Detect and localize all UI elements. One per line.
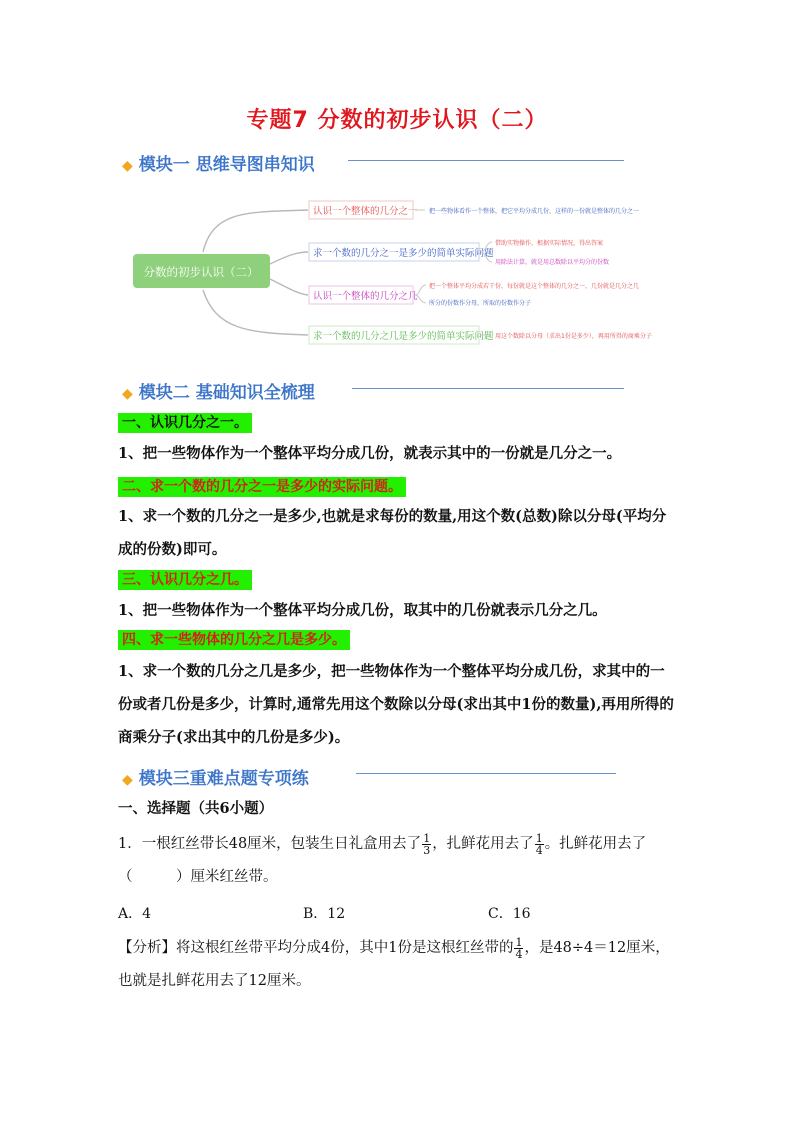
branch-2-note-1: 借助实物操作，根据实际情况，得出答案	[495, 240, 604, 247]
diamond-icon: ◆	[122, 772, 133, 788]
section-3-text: 1、把一些物体作为一个整体平均分成几份，取其中的几份就表示几分之几。	[118, 602, 607, 619]
question-1-text-a: 1．一根红丝带长48厘米，包装生日礼盒用去了	[118, 836, 422, 852]
section-1-text: 1、把一些物体作为一个整体平均分成几份，就表示其中的一份就是几分之一。	[118, 445, 622, 462]
module-2-title: 模块二 基础知识全梳理	[138, 383, 315, 403]
branch-3-label: 认识一个整体的几分之几	[313, 291, 418, 302]
module-1-line	[348, 160, 624, 161]
module-2-header	[122, 378, 315, 403]
question-1-text-c: 。扎鲜花用去了（ ）厘米红丝带。	[118, 836, 647, 885]
option-b[interactable]: B．12	[303, 906, 346, 922]
mind-map-connector	[268, 278, 308, 295]
option-a[interactable]: A．4	[118, 906, 152, 922]
branch-3-note-1: 把一个整体平均分成若干份，每份就是这个整体的几分之一，几份就是几分之几	[429, 283, 640, 290]
diamond-icon: ◆	[122, 386, 133, 402]
mind-map-connector	[268, 252, 308, 265]
section-2-text: 1、求一个数的几分之一是多少,也就是求每份的数量,用这个数(总数)除以分母(平均分成的份数)即可。	[118, 508, 667, 558]
mind-map-connector	[203, 290, 308, 335]
module-3-header	[122, 764, 309, 789]
mind-map-root: 分数的初步认识（二）	[143, 265, 259, 279]
mind-map-connector	[203, 210, 308, 252]
section-4-text: 1、求一个数的几分之几是多少，把一些物体作为一个整体平均分成几份，求其中的一份或者几份是多少，计算时,通常先用这个数除以分母(求出其中1份的数量),再用所得的商乘分子(求出其中的几份是多少)。	[118, 663, 674, 746]
analysis	[118, 932, 674, 998]
module-1-title: 模块一 思维导图串知识	[138, 155, 315, 175]
fraction-one-third: $\frac{1}{3}$	[423, 831, 431, 857]
analysis-text-b: ，是48÷4＝12厘米，也就是扎鲜花用去了12厘米。	[118, 940, 670, 989]
page-title: 专题7 分数的初步认识（二）	[246, 108, 548, 133]
branch-3-note-2: 所分的份数作分母，所取的份数作分子	[429, 300, 532, 307]
question-1	[118, 828, 674, 894]
branch-1-note: 把一些物体看作一个整体，把它平均分成几份，这样的一份就是整体的几分之一	[429, 208, 640, 215]
mind-map	[128, 190, 668, 355]
section-4-heading: 四、求一些物体的几分之几是多少。	[118, 630, 350, 650]
section-2-heading: 二、求一个数的几分之一是多少的实际问题。	[118, 477, 406, 497]
diamond-icon: ◆	[122, 158, 133, 174]
branch-2-note-2: 用除法计算，就是用总数除以平均分的份数	[495, 259, 610, 266]
module-1-header	[122, 150, 315, 175]
question-1-text-b: ，扎鲜花用去了	[432, 836, 534, 852]
section-3-heading: 三、认识几分之几。	[118, 570, 252, 590]
fraction-one-quarter: $\frac{1}{4}$	[535, 831, 543, 857]
branch-4-label: 求一个数的几分之几是多少的简单实际问题	[313, 331, 494, 342]
fraction-one-quarter: $\frac{1}{4}$	[515, 935, 523, 961]
module-3-line	[356, 773, 616, 774]
practice-heading: 一、选择题（共6小题）	[118, 800, 274, 817]
module-3-title: 模块三重难点题专项练	[138, 769, 309, 789]
analysis-text-a: 【分析】将这根红丝带平均分成4份，其中1份是这根红丝带的	[118, 940, 514, 956]
branch-2-label: 求一个数的几分之一是多少的简单实际问题	[313, 248, 494, 259]
option-c[interactable]: C．16	[488, 906, 531, 922]
module-2-line	[352, 388, 624, 389]
branch-4-note: 用这个数除以分母（求出1份是多少），再用所得的商乘分子	[495, 333, 652, 340]
branch-1-label: 认识一个整体的几分之一	[313, 206, 418, 217]
section-1-heading: 一、认识几分之一。	[118, 413, 252, 433]
